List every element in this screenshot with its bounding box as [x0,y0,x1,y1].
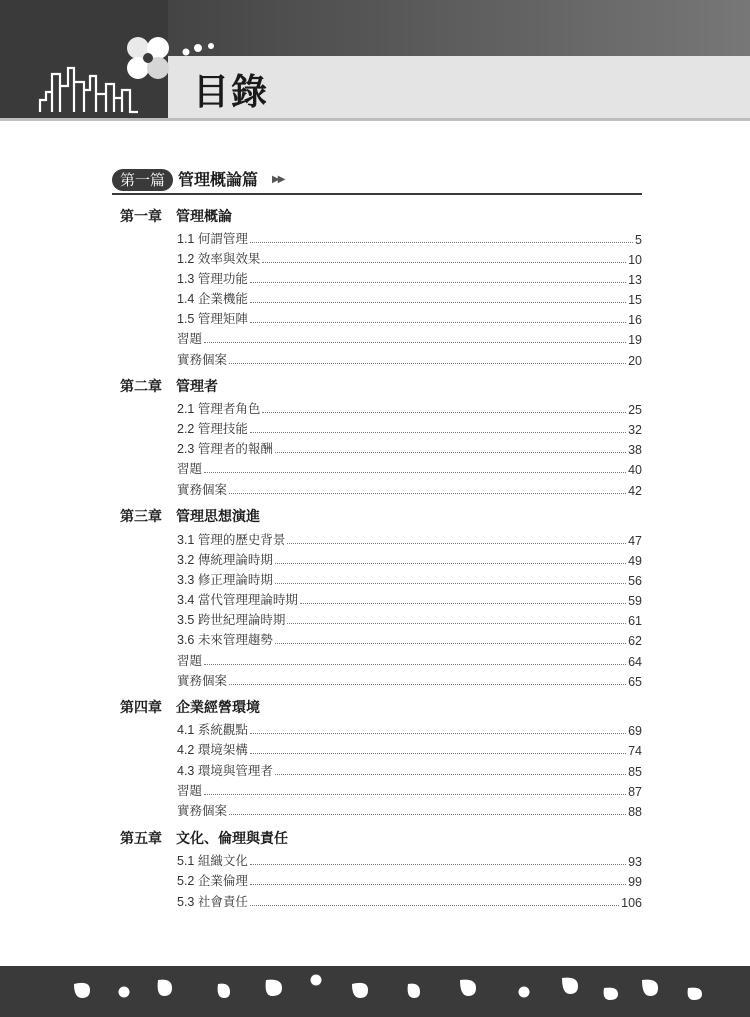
toc-entry-title: 5.3 社會責任 [177,895,248,909]
toc-page-number: 13 [628,273,642,287]
toc-entry-title: 5.2 企業倫理 [177,874,248,888]
toc-entry[interactable] [177,628,642,648]
toc-entry-title: 1.4 企業機能 [177,292,248,306]
toc-page-number: 49 [628,554,642,568]
toc-entry-title: 3.4 當代管理理論時期 [177,593,298,607]
chapter-title: 管理概論 [176,209,232,225]
toc-entry[interactable] [177,417,642,437]
chapter-number: 第三章 [120,509,162,525]
chapter-number: 第二章 [120,379,162,395]
chapter-heading [120,506,260,526]
toc-entry-title: 實務個案 [177,804,228,818]
dot-leader [250,302,626,303]
part-header [112,168,642,192]
toc-entry-title: 2.1 管理者角色 [177,402,261,416]
dot-leader [300,603,626,604]
dot-leader [250,322,626,323]
decorative-dots-icon [180,40,220,62]
toc-entry[interactable] [177,307,642,327]
toc-entry[interactable] [177,327,642,347]
toc-page-number: 16 [628,313,642,327]
toc-page-number: 69 [628,724,642,738]
toc-entry[interactable] [177,849,642,869]
toc-entry[interactable] [177,457,642,477]
toc-page-number: 32 [628,423,642,437]
dot-leader [250,282,626,283]
toc-entry[interactable] [177,588,642,608]
header-gradient-band [168,0,750,56]
toc-entry-title: 實務個案 [177,483,228,497]
toc-page-number: 61 [628,614,642,628]
dot-leader [275,452,626,453]
dot-leader [262,262,626,263]
dot-leader [275,774,626,775]
toc-page-number: 47 [628,534,642,548]
toc-entry-title: 1.2 效率與效果 [177,252,261,266]
dot-leader [275,643,626,644]
toc-entry[interactable] [177,227,642,247]
dot-leader [250,864,626,865]
toc-entry[interactable] [177,397,642,417]
toc-entry-title: 習題 [177,462,203,476]
toc-entry[interactable] [177,890,642,910]
toc-entry-title: 3.1 管理的歷史背景 [177,533,286,547]
toc-entry[interactable] [177,548,642,568]
toc-page-number: 88 [628,805,642,819]
toc-entry-title: 4.1 系統觀點 [177,723,248,737]
toc-page-number: 59 [628,594,642,608]
toc-entry-title: 4.3 環境與管理者 [177,764,273,778]
chapter-number: 第一章 [120,209,162,225]
chapter-title: 管理思想演進 [176,509,260,525]
toc-entry[interactable] [177,869,642,889]
toc-entry[interactable] [177,799,642,819]
dot-leader [229,493,626,494]
dot-leader [229,814,626,815]
toc-page-number: 74 [628,744,642,758]
dot-leader [204,794,626,795]
toc-page-number: 87 [628,785,642,799]
toc-entry[interactable] [177,348,642,368]
chapter-number: 第五章 [120,831,162,847]
toc-page-number: 106 [621,896,642,910]
toc-page-number: 40 [628,463,642,477]
toc-page-number: 62 [628,634,642,648]
toc-entry-title: 實務個案 [177,353,228,367]
footer-band [0,966,750,1017]
chapter-heading [120,697,260,717]
dot-leader [275,563,626,564]
toc-entry[interactable] [177,649,642,669]
chapter-heading [120,828,288,848]
dot-leader [229,684,626,685]
chapter-title: 文化、倫理與責任 [176,831,288,847]
toc-entry[interactable] [177,568,642,588]
dot-leader [250,432,626,433]
dot-leader [204,342,626,343]
toc-entry-title: 習題 [177,784,203,798]
part-title: 管理概論篇 [178,170,259,189]
dot-leader [204,472,626,473]
toc-entry[interactable] [177,759,642,779]
footer-petal-pattern-icon [0,966,750,1017]
toc-entry-title: 1.5 管理矩陣 [177,312,248,326]
toc-page-number: 56 [628,574,642,588]
chapter-heading [120,206,232,226]
toc-entry[interactable] [177,247,642,267]
toc-entry-title: 習題 [177,332,203,346]
part-underline [112,193,642,195]
toc-page-number: 65 [628,675,642,689]
toc-entry-title: 3.3 修正理論時期 [177,573,273,587]
chapter-heading [120,376,218,396]
toc-entry-title: 2.2 管理技能 [177,422,248,436]
toc-entry[interactable] [177,267,642,287]
toc-entry[interactable] [177,718,642,738]
dot-leader [250,753,626,754]
toc-entry-title: 3.2 傳統理論時期 [177,553,273,567]
toc-entry[interactable] [177,287,642,307]
toc-entry-title: 2.3 管理者的報酬 [177,442,273,456]
page-title: 目錄 [193,72,270,113]
toc-entry[interactable] [177,669,642,689]
toc-page-number: 25 [628,403,642,417]
toc-page-number: 15 [628,293,642,307]
header-divider [0,118,750,121]
dot-leader [250,242,633,243]
toc-page-number: 42 [628,484,642,498]
toc-page-number: 99 [628,875,642,889]
toc-entry-title: 實務個案 [177,674,228,688]
toc-entry-title: 1.3 管理功能 [177,272,248,286]
toc-entry[interactable] [177,779,642,799]
toc-page-number: 5 [635,233,642,247]
dot-leader [275,583,626,584]
dot-leader [250,905,619,906]
toc-page-number: 19 [628,333,642,347]
toc-entry[interactable] [177,478,642,498]
toc-entry-title: 習題 [177,654,203,668]
dot-leader [287,623,626,624]
toc-page-number: 10 [628,253,642,267]
chapter-title: 管理者 [176,379,218,395]
chapter-title: 企業經營環境 [176,700,260,716]
toc-entry-title: 3.6 未來管理趨勢 [177,633,273,647]
toc-entry[interactable] [177,437,642,457]
dot-leader [204,664,626,665]
clover-logo-icon [120,30,176,86]
dot-leader [250,733,626,734]
dot-leader [250,884,626,885]
part-badge: 第一篇 [112,169,173,191]
toc-entry[interactable] [177,738,642,758]
toc-page-number: 85 [628,765,642,779]
toc-entry-title: 4.2 環境架構 [177,743,248,757]
toc-page-number: 93 [628,855,642,869]
toc-page-number: 20 [628,354,642,368]
chapter-number: 第四章 [120,700,162,716]
toc-entry-title: 3.5 跨世紀理論時期 [177,613,286,627]
double-arrow-icon: ▶▶ [272,174,284,185]
dot-leader [262,412,626,413]
toc-page-number: 38 [628,443,642,457]
toc-entry-title: 5.1 組織文化 [177,854,248,868]
toc-entry[interactable] [177,608,642,628]
toc-page-number: 64 [628,655,642,669]
toc-entry[interactable] [177,528,642,548]
toc-entry-title: 1.1 何謂管理 [177,232,248,246]
dot-leader [229,363,626,364]
dot-leader [287,543,626,544]
